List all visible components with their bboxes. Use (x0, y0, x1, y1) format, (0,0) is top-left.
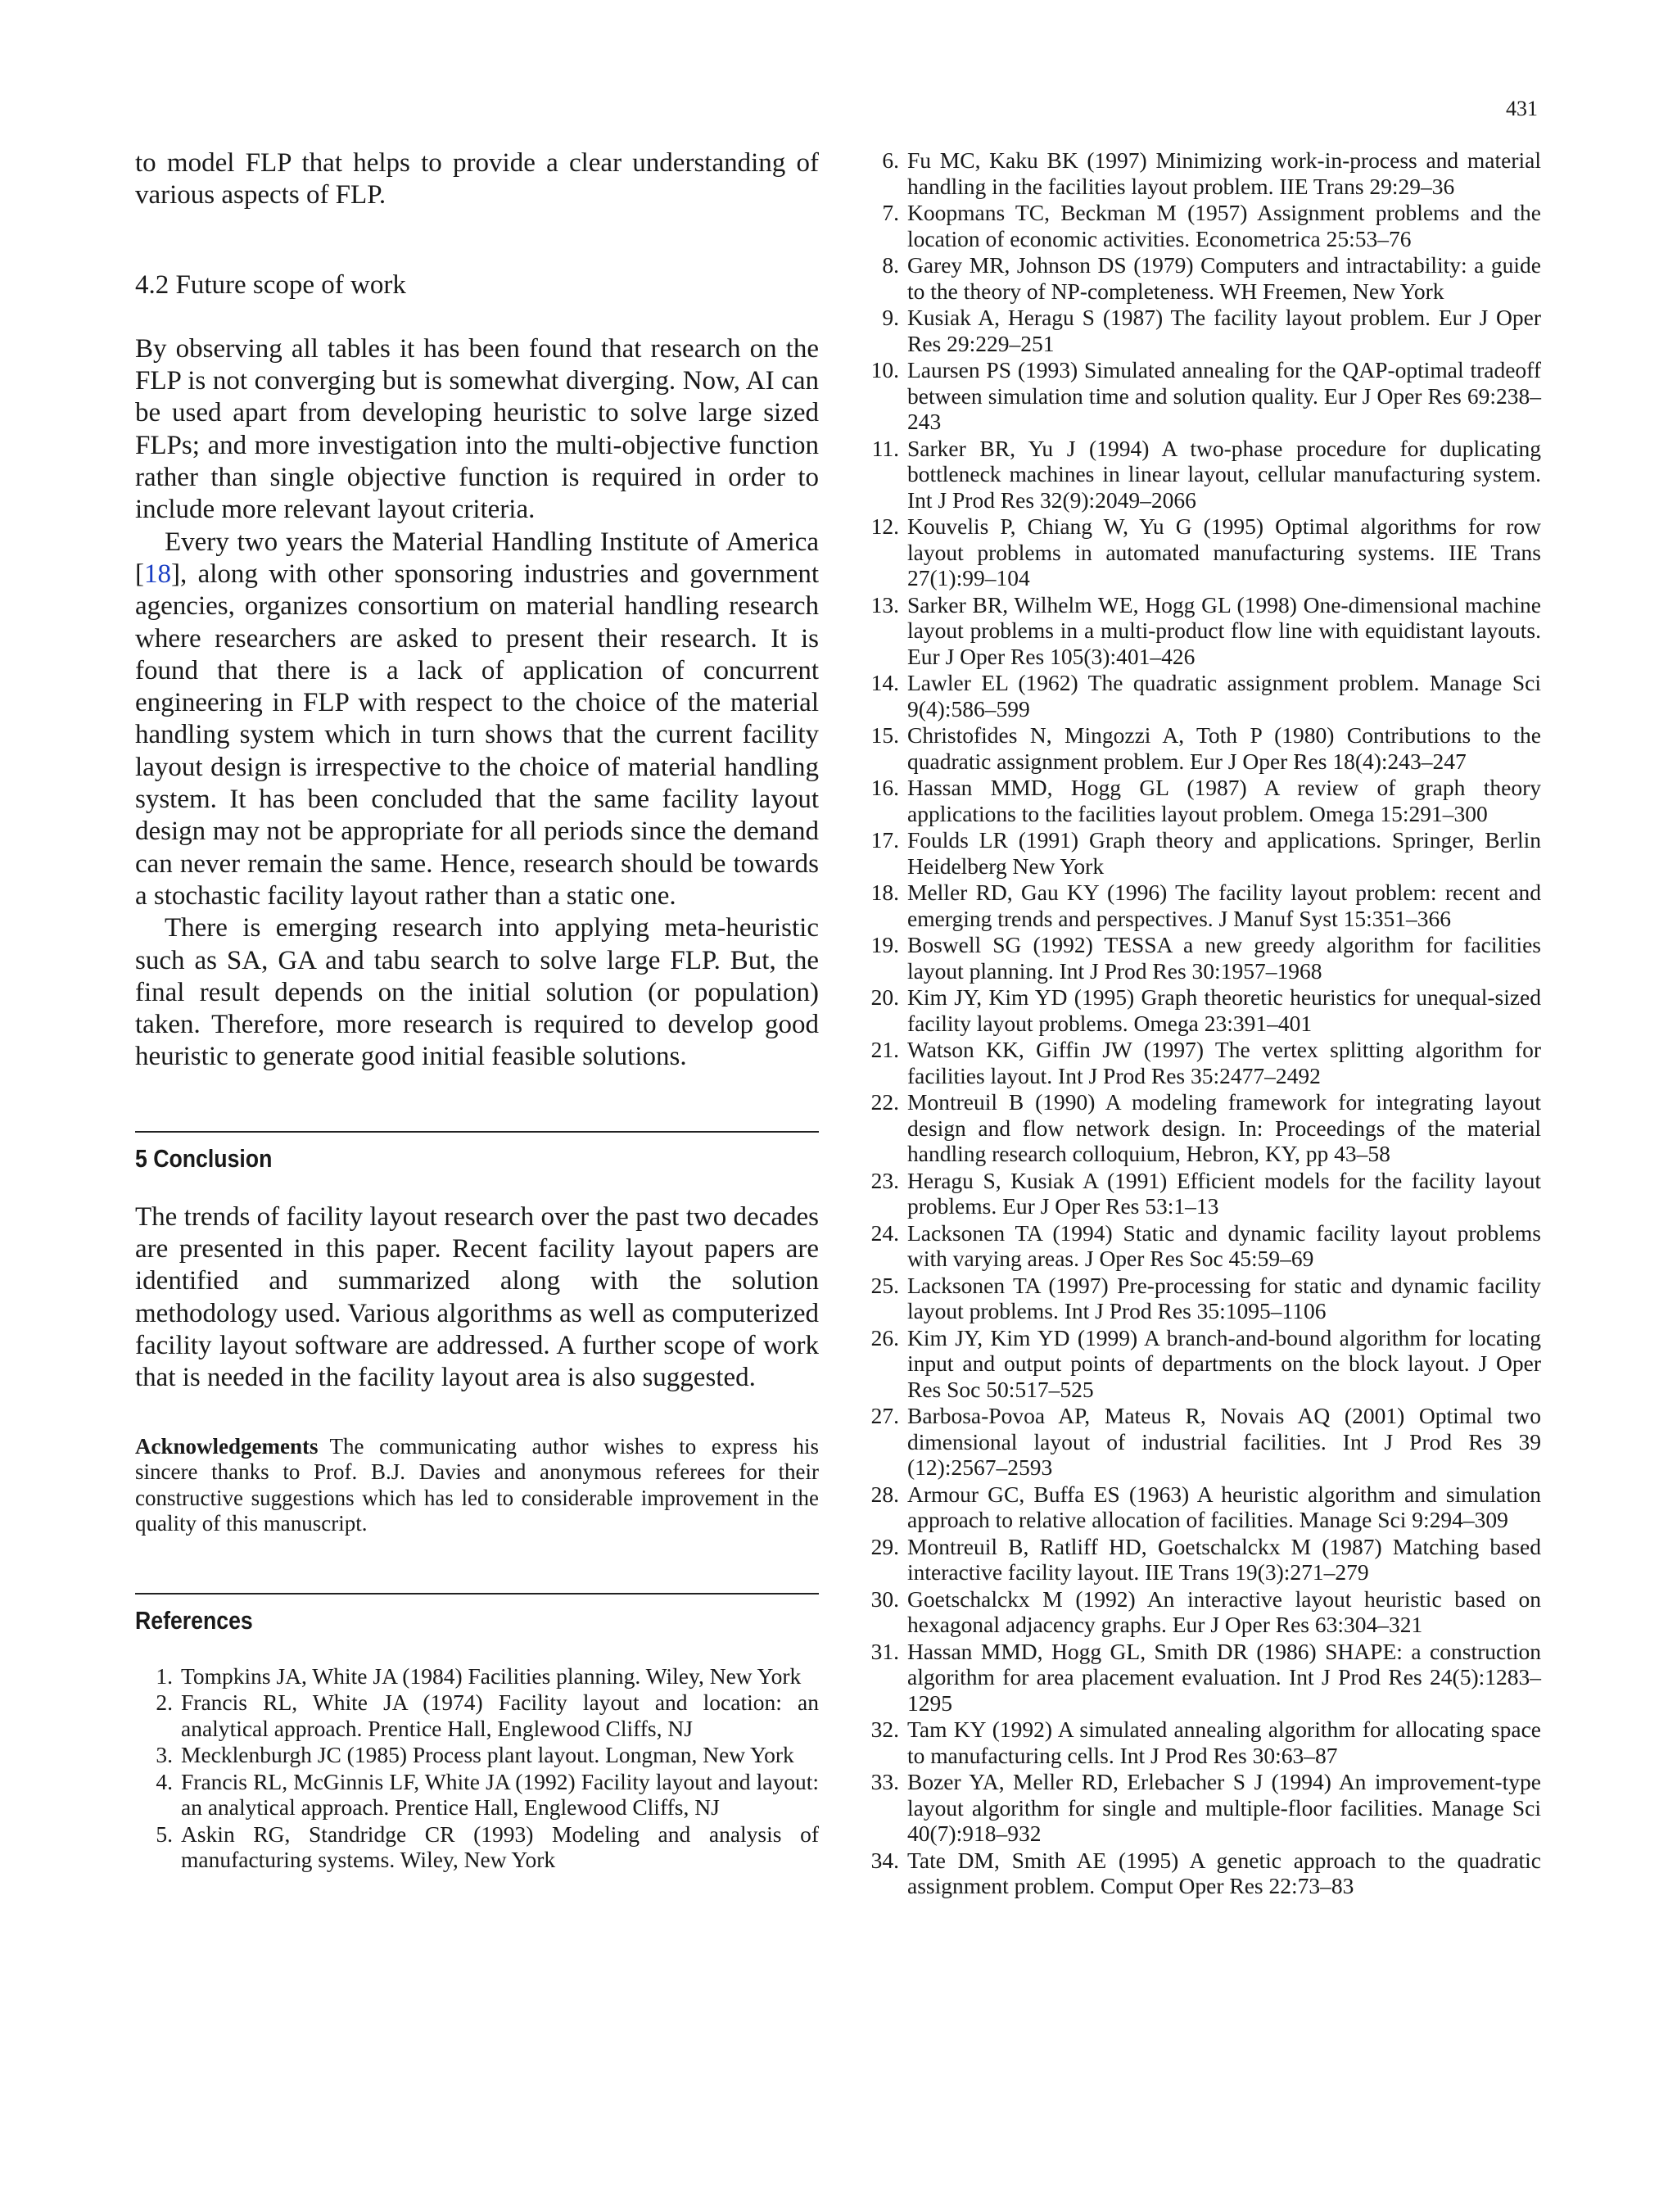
reference-text: Koopmans TC, Beckman M (1957) Assignment problems and the location of economic activities. Econometrica 25:53–76 (907, 200, 1541, 251)
acknowledgements-label: Acknowledgements (135, 1433, 319, 1459)
reference-number: 20. (870, 984, 899, 1010)
reference-text: Meller RD, Gau KY (1996) The facility layout problem: recent and emerging trends and perspectives. J Manuf Syst 15:351–366 (907, 880, 1541, 931)
reference-number: 6. (882, 147, 899, 173)
reference-number: 19. (870, 932, 899, 957)
reference-item (861, 1220, 1541, 1272)
reference-text: Boswell SG (1992) TESSA a new greedy algorithm for facilities layout planning. Int J Prod Res 30:1957–1968 (907, 932, 1541, 984)
reference-text: Watson KK, Giffin JW (1997) The vertex splitting algorithm for facilities layout. Int J Prod Res 35:2477–2492 (907, 1037, 1541, 1088)
reference-number: 2. (156, 1690, 173, 1715)
reference-item (135, 1769, 819, 1821)
future-scope-paragraph-1: By observing all tables it has been found that research on the FLP is not converging but is somewhat diverging. Now, AI can be used apart from developing heuristic to solve large sized FLPs; and more investigation into the multi-objective function rather than single objective function is required in order to include more relevant layout criteria. (135, 333, 819, 525)
reference-item (861, 1586, 1541, 1638)
subsection-title: 4.2 Future scope of work (135, 269, 406, 300)
reference-text: Kim JY, Kim YD (1995) Graph theoretic heuristics for unequal-sized facility layout problems. Omega 23:391–401 (907, 984, 1541, 1036)
reference-text: Askin RG, Standridge CR (1993) Modeling and analysis of manufacturing systems. Wiley, New York (181, 1821, 819, 1872)
acknowledgements (135, 1434, 819, 1537)
reference-text: Mecklenburgh JC (1985) Process plant layout. Longman, New York (181, 1742, 794, 1767)
intro-paragraph: to model FLP that helps to provide a clear understanding of various aspects of FLP. (135, 148, 819, 210)
reference-number: 4. (156, 1768, 173, 1794)
reference-number: 17. (870, 827, 899, 853)
reference-item (861, 305, 1541, 356)
page-number: 431 (1506, 97, 1538, 120)
reference-text: Heragu S, Kusiak A (1991) Efficient models for the facility layout problems. Eur J Oper Res 53:1–13 (907, 1167, 1541, 1219)
reference-number: 10. (870, 357, 899, 382)
conclusion-heading: 5 Conclusion (135, 1143, 273, 1173)
reference-text: Francis RL, White JA (1974) Facility layout and location: an analytical approach. Prentice Hall, Englewood Cliffs, NJ (181, 1690, 819, 1741)
reference-item (861, 147, 1541, 199)
reference-item (135, 1690, 819, 1741)
future-scope-paragraph-3: There is emerging research into applying meta-heuristic such as SA, GA and tabu search to solve large FLP. But, the final result depends on the initial solution (or population) taken. Therefore, more research is required to develop good heuristic to generate good initial feasible solutions. (135, 913, 819, 1072)
reference-item (861, 827, 1541, 879)
reference-item (861, 252, 1541, 304)
acknowledgements-text: The communicating author wishes to express his sincere thanks to Prof. B.J. Davies and anonymous referees for their constructive suggestions which has led to considerable improvement in the quality of this manuscript. (135, 1433, 819, 1536)
reference-number: 5. (156, 1821, 173, 1847)
citation-link-18[interactable]: 18 (144, 559, 171, 589)
reference-number: 24. (870, 1219, 899, 1246)
reference-item (861, 1273, 1541, 1324)
reference-text: Sarker BR, Wilhelm WE, Hogg GL (1998) One-dimensional machine layout problems in a multi-product flow line with equidistant layouts. Eur J Oper Res 105(3):401–426 (907, 591, 1541, 669)
reference-text: Tam KY (1992) A simulated annealing algorithm for allocating space to manufacturing cells. Int J Prod Res 30:63–87 (907, 1717, 1541, 1768)
reference-text: Kusiak A, Heragu S (1987) The facility layout problem. Eur J Oper Res 29:229–251 (907, 305, 1541, 356)
reference-number: 31. (870, 1638, 899, 1664)
reference-item (861, 513, 1541, 591)
reference-text: Tompkins JA, White JA (1984) Facilities planning. Wiley, New York (181, 1662, 802, 1689)
reference-number: 1. (156, 1662, 173, 1689)
reference-text: Barbosa-Povoa AP, Mateus R, Novais AQ (2001) Optimal two dimensional layout of industrial facilities. Int J Prod Res 39 (12):2567–2593 (907, 1403, 1541, 1480)
reference-item (861, 670, 1541, 722)
reference-number: 29. (870, 1533, 899, 1559)
reference-number: 8. (882, 252, 899, 278)
reference-item (861, 1717, 1541, 1768)
reference-list-right (861, 147, 1541, 1899)
para2-text-before: Every two years the Material Handling Institute of America [ (135, 527, 819, 589)
reference-item (135, 1663, 819, 1690)
reference-text: Armour GC, Buffa ES (1963) A heuristic algorithm and simulation approach to relative allocation of facilities. Manage Sci 9:294–309 (907, 1481, 1541, 1532)
reference-number: 33. (870, 1769, 899, 1794)
reference-item (135, 1821, 819, 1873)
reference-item (861, 1089, 1541, 1167)
reference-item (861, 775, 1541, 826)
reference-item (861, 1168, 1541, 1219)
reference-text: Garey MR, Johnson DS (1979) Computers and intractability: a guide to the theory of NP-completeness. WH Freemen, New York (907, 252, 1541, 304)
section-divider (135, 1593, 819, 1595)
reference-text: Montreuil B, Ratliff HD, Goetschalckx M (1987) Matching based interactive facility layout. IIE Trans 19(3):271–279 (907, 1533, 1541, 1585)
reference-number: 7. (882, 200, 899, 225)
reference-text: Hassan MMD, Hogg GL (1987) A review of graph theory applications to the facilities layout problem. Omega 15:291–300 (907, 775, 1541, 826)
reference-text: Kouvelis P, Chiang W, Yu G (1995) Optimal algorithms for row layout problems in automated manufacturing systems. IIE Trans 27(1):99–104 (907, 513, 1541, 590)
reference-item (861, 1325, 1541, 1403)
reference-item (861, 436, 1541, 513)
right-column (861, 147, 1541, 1900)
reference-text: Fu MC, Kaku BK (1997) Minimizing work-in-process and material handling in the facilities layout problem. IIE Trans 29:29–36 (907, 147, 1541, 199)
reference-text: Hassan MMD, Hogg GL, Smith DR (1986) SHAPE: a construction algorithm for area placement evaluation. Int J Prod Res 24(5):1283–1295 (907, 1638, 1541, 1716)
reference-item (861, 1848, 1541, 1899)
reference-text: Montreuil B (1990) A modeling framework for integrating layout design and flow network design. In: Proceedings of the material handling research colloquium, Hebron, KY, pp 43–58 (907, 1089, 1541, 1166)
reference-number: 16. (870, 775, 899, 800)
reference-text: Lacksonen TA (1997) Pre-processing for static and dynamic facility layout problems. Int J Prod Res 35:1095–1106 (907, 1272, 1541, 1323)
reference-item (861, 1403, 1541, 1481)
left-column (135, 147, 819, 1874)
reference-item (861, 1534, 1541, 1585)
reference-item (135, 1742, 819, 1768)
reference-item (861, 932, 1541, 984)
reference-item (861, 1037, 1541, 1088)
reference-item (861, 984, 1541, 1036)
section-divider (135, 1131, 819, 1133)
reference-item (861, 880, 1541, 931)
reference-number: 34. (870, 1847, 899, 1873)
reference-number: 21. (870, 1037, 899, 1062)
reference-number: 3. (156, 1742, 173, 1767)
future-scope-paragraph-2 (135, 527, 819, 913)
reference-text: Lawler EL (1962) The quadratic assignment problem. Manage Sci 9(4):586–599 (907, 670, 1541, 722)
reference-text: Laursen PS (1993) Simulated annealing for the QAP-optimal tradeoff between simulation time and solution quality. Eur J Oper Res 69:238–243 (907, 357, 1541, 434)
reference-item (861, 357, 1541, 435)
reference-item (861, 1481, 1541, 1533)
reference-text: Kim JY, Kim YD (1999) A branch-and-bound algorithm for locating input and output points of departments on the block layout. J Oper Res Soc 50:517–525 (907, 1324, 1541, 1402)
reference-number: 28. (870, 1481, 899, 1507)
reference-text: Foulds LR (1991) Graph theory and applications. Springer, Berlin Heidelberg New York (907, 827, 1541, 879)
reference-number: 15. (870, 722, 899, 748)
reference-number: 14. (870, 670, 899, 695)
reference-number: 26. (870, 1324, 899, 1350)
reference-number: 27. (870, 1403, 899, 1428)
para2-text-after: ], along with other sponsoring industries and government agencies, organizes consortium on material handling research where researchers are asked to present their research. It is found that there is a lack of application of concurrent engineering in FLP with respect to the choice of the material handling system which in turn shows that the current facility layout design is irrespective to the choice of material handling system. It has been concluded that the same facility layout design may not be appropriate for all periods since the demand can never remain the same. Hence, research should be towards a stochastic facility layout rather than a static one. (135, 559, 819, 911)
reference-text: Tate DM, Smith AE (1995) A genetic approach to the quadratic assignment problem. Comput Oper Res 22:73–83 (907, 1847, 1541, 1898)
reference-text: Christofides N, Mingozzi A, Toth P (1980) Contributions to the quadratic assignment problem. Eur J Oper Res 18(4):243–247 (907, 722, 1541, 774)
reference-number: 11. (871, 435, 899, 461)
reference-text: Goetschalckx M (1992) An interactive layout heuristic based on hexagonal adjacency graphs. Eur J Oper Res 63:304–321 (907, 1585, 1541, 1637)
conclusion-paragraph: The trends of facility layout research over the past two decades are presented in this paper. Recent facility layout papers are identified and summarized along with the solution methodology used. Various algorithms as well as computerized facility layout software are addressed. A further scope of work that is needed in the facility layout area is also suggested. (135, 1201, 819, 1393)
reference-text: Francis RL, McGinnis LF, White JA (1992) Facility layout and layout: an analytical approach. Prentice Hall, Englewood Cliffs, NJ (181, 1768, 819, 1820)
reference-text: Lacksonen TA (1994) Static and dynamic facility layout problems with varying areas. J Oper Res Soc 45:59–69 (907, 1219, 1541, 1271)
reference-number: 22. (870, 1089, 899, 1115)
reference-text: Sarker BR, Yu J (1994) A two-phase procedure for duplicating bottleneck machines in linear layout, cellular manufacturing system. Int J Prod Res 32(9):2049–2066 (907, 435, 1541, 513)
reference-item (861, 722, 1541, 774)
reference-text: Bozer YA, Meller RD, Erlebacher S J (1994) An improvement-type layout algorithm for single and multiple-floor facilities. Manage Sci 40(7):918–932 (907, 1769, 1541, 1846)
reference-item (861, 1639, 1541, 1717)
reference-item (861, 200, 1541, 251)
reference-number: 32. (870, 1717, 899, 1742)
reference-item (861, 592, 1541, 670)
reference-list-left (135, 1663, 819, 1873)
reference-item (861, 1769, 1541, 1847)
reference-number: 30. (870, 1585, 899, 1612)
references-heading: References (135, 1605, 253, 1635)
reference-number: 23. (870, 1167, 899, 1193)
reference-number: 13. (870, 591, 899, 617)
reference-number: 18. (870, 880, 899, 905)
reference-number: 9. (882, 305, 899, 330)
reference-number: 12. (870, 513, 899, 539)
reference-number: 25. (870, 1272, 899, 1298)
